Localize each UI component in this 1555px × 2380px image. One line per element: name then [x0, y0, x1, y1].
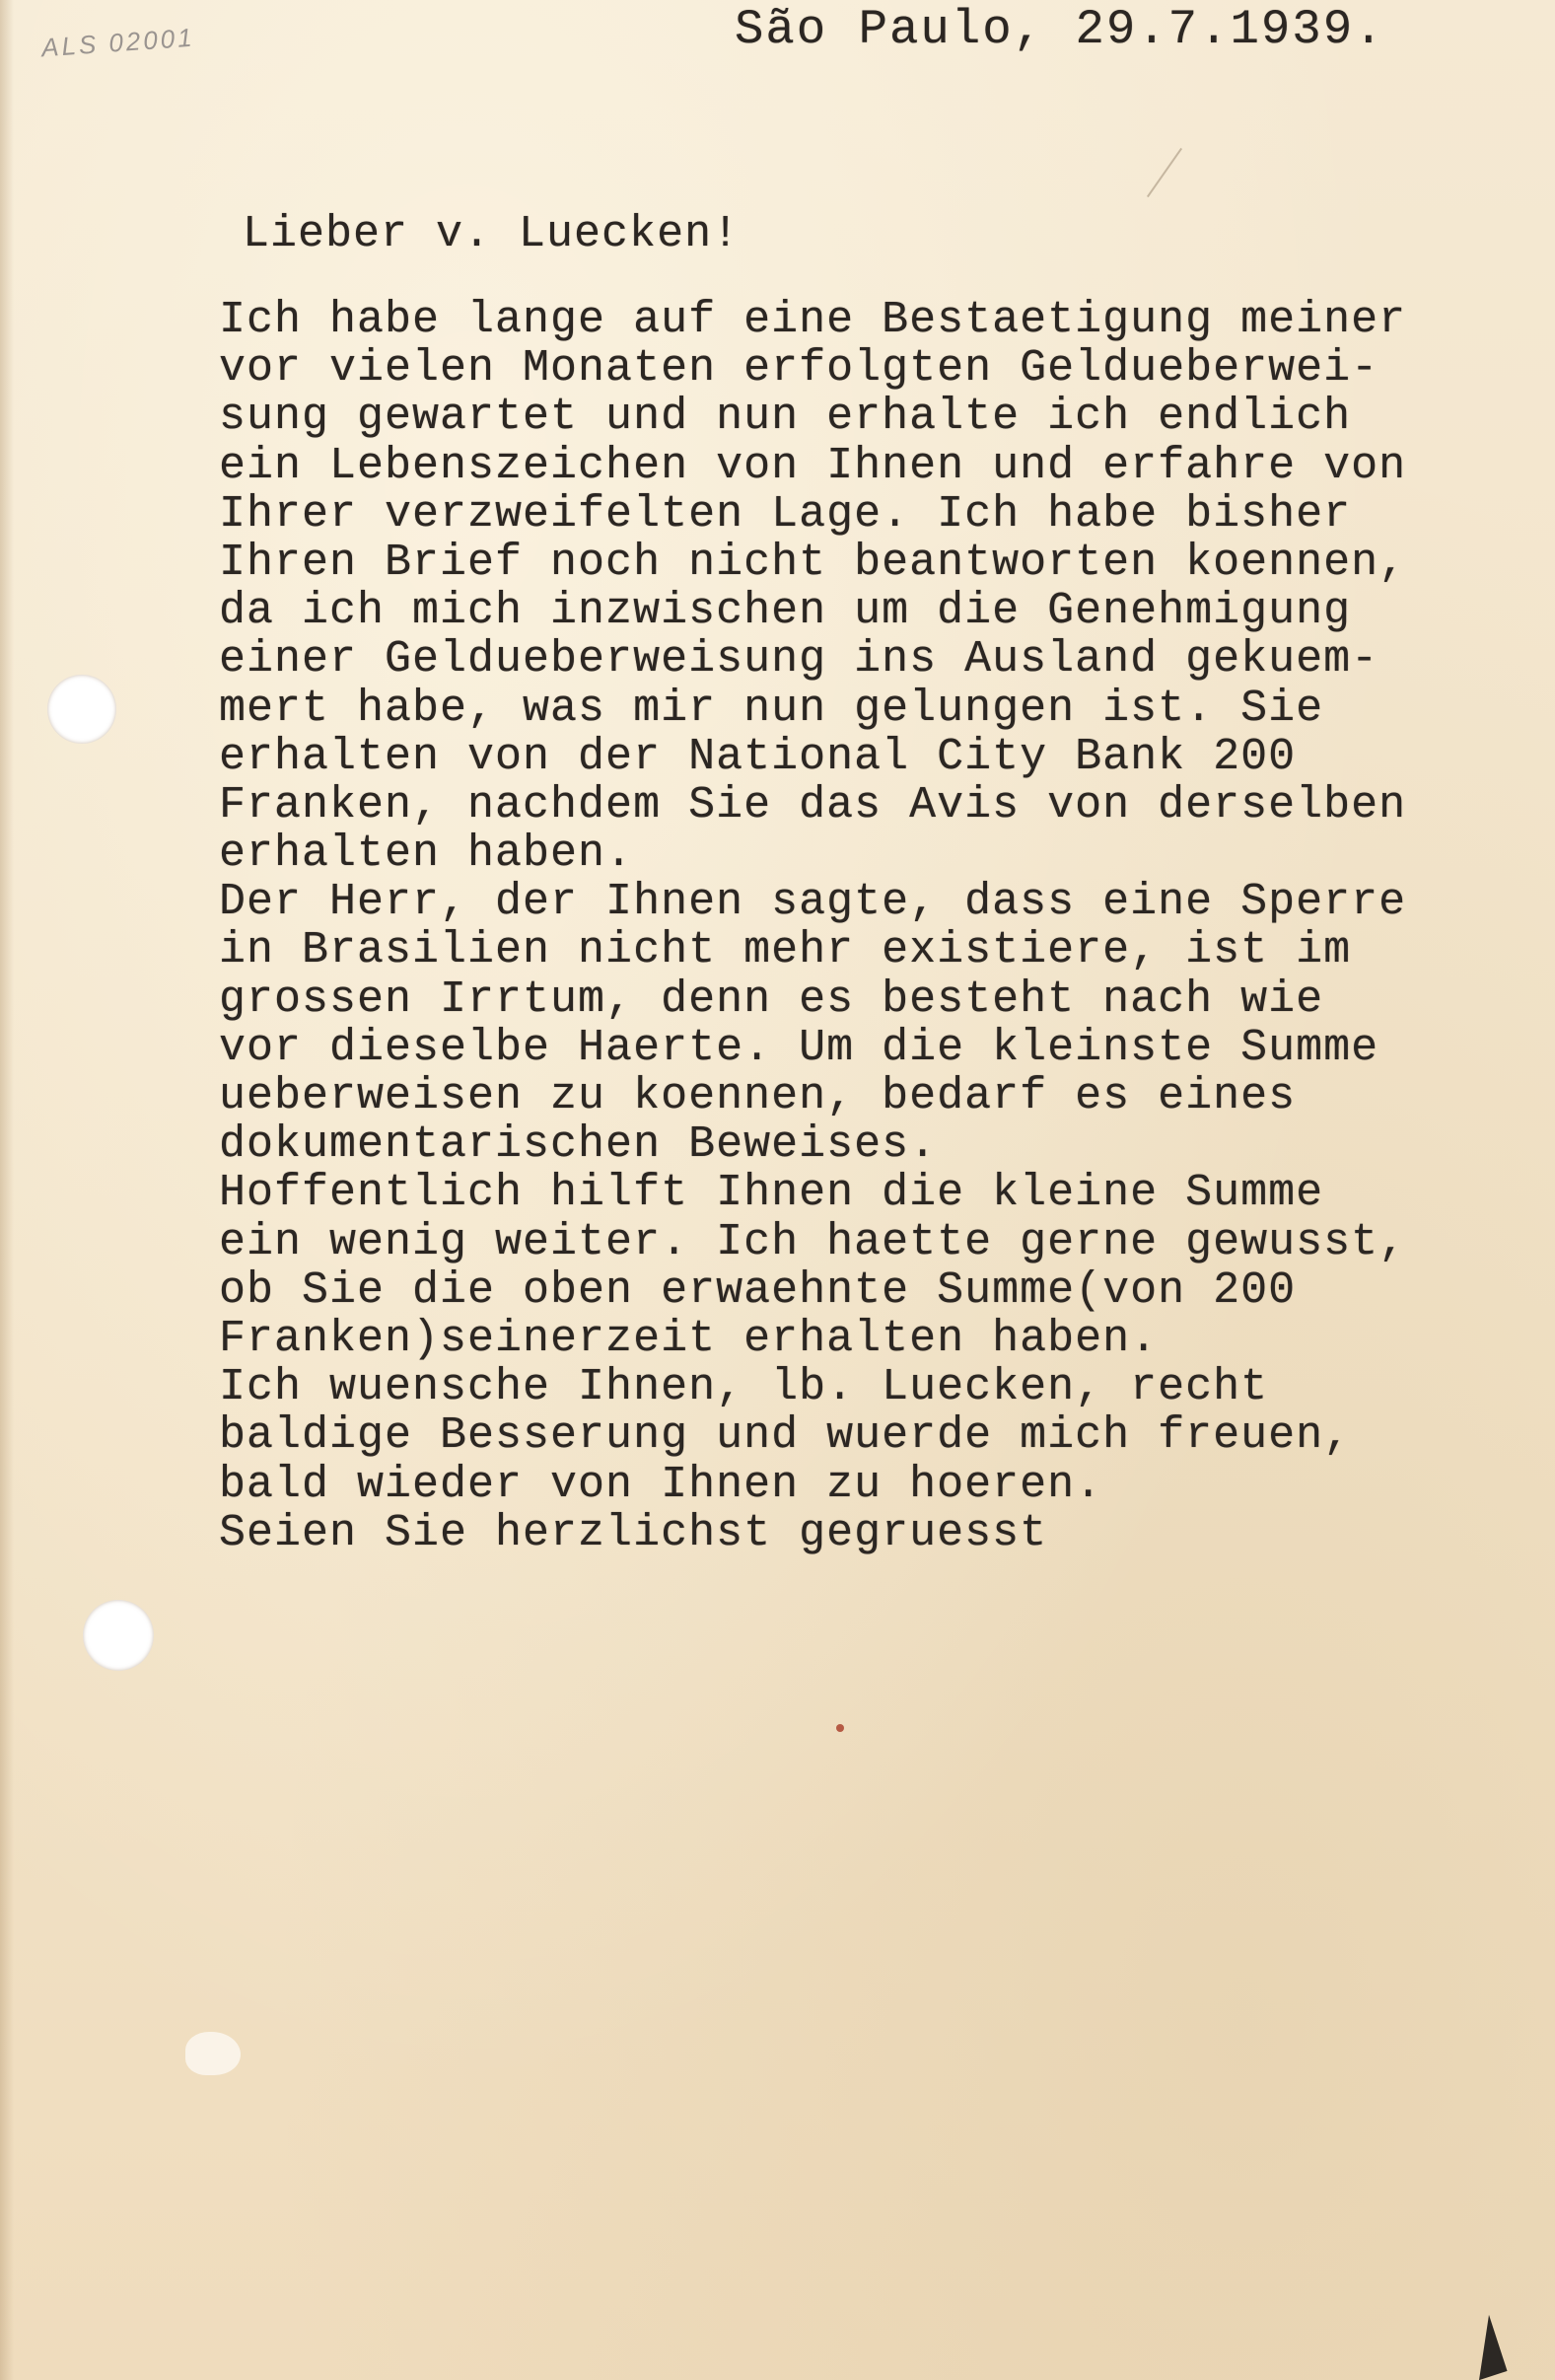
paper-crease — [1147, 148, 1182, 197]
punch-hole — [83, 1600, 154, 1671]
page-edge-shadow — [0, 0, 14, 2380]
body-line: ein wenig weiter. Ich haette gerne gewusst, — [219, 1216, 1407, 1267]
body-line: Hoffentlich hilft Ihnen die kleine Summe — [219, 1168, 1324, 1219]
letter-body — [219, 296, 1540, 1557]
body-line: Ihren Brief noch nicht beantworten koennen, — [219, 537, 1407, 588]
body-line: Ich wuensche Ihnen, lb. Luecken, recht — [219, 1362, 1269, 1413]
body-line: erhalten haben. — [219, 829, 634, 880]
ink-speck — [836, 1724, 844, 1732]
body-line: in Brasilien nicht mehr existiere, ist im — [219, 925, 1352, 976]
body-line: bald wieder von Ihnen zu hoeren. — [219, 1459, 1103, 1510]
body-line: sung gewartet und nun erhalte ich endlich — [219, 392, 1352, 443]
paper-blot — [185, 2032, 241, 2075]
body-line: Der Herr, der Ihnen sagte, dass eine Sperre — [219, 877, 1407, 928]
body-line: ob Sie die oben erwaehnte Summe(von 200 — [219, 1264, 1297, 1316]
salutation: Lieber v. Luecken! — [243, 209, 741, 259]
body-line: Seien Sie herzlichst gegruesst — [219, 1507, 1048, 1558]
punch-hole — [47, 675, 116, 744]
body-line: Franken)seinerzeit erhalten haben. — [219, 1313, 1159, 1364]
body-line: Franken, nachdem Sie das Avis von derselben — [219, 779, 1407, 830]
body-line: ein Lebenszeichen von Ihnen und erfahre von — [219, 440, 1407, 491]
body-line: mert habe, was mir nun gelungen ist. Sie — [219, 683, 1324, 734]
body-line: Ihrer verzweifelten Lage. Ich habe bisher — [219, 488, 1352, 540]
body-line: einer Geldueberweisung ins Ausland gekuem- — [219, 634, 1379, 685]
body-line: vor dieselbe Haerte. Um die kleinste Summe — [219, 1022, 1379, 1073]
body-line: erhalten von der National City Bank 200 — [219, 731, 1297, 782]
body-line: vor vielen Monaten erfolgten Geldueberwei- — [219, 343, 1379, 395]
date-line: São Paulo, 29.7.1939. — [735, 2, 1385, 57]
body-line: baldige Besserung und wuerde mich freuen, — [219, 1410, 1352, 1462]
body-line: ueberweisen zu koennen, bedarf es eines — [219, 1071, 1297, 1121]
archive-reference-note: ALS 02001 — [40, 22, 196, 63]
body-line: da ich mich inzwischen um die Genehmigung — [219, 586, 1352, 637]
body-line: grossen Irrtum, denn es besteht nach wie — [219, 974, 1324, 1025]
body-line: dokumentarischen Beweises. — [219, 1119, 938, 1171]
body-line: Ich habe lange auf eine Bestaetigung meiner — [219, 295, 1407, 345]
corner-ink-mark — [1460, 2315, 1507, 2380]
